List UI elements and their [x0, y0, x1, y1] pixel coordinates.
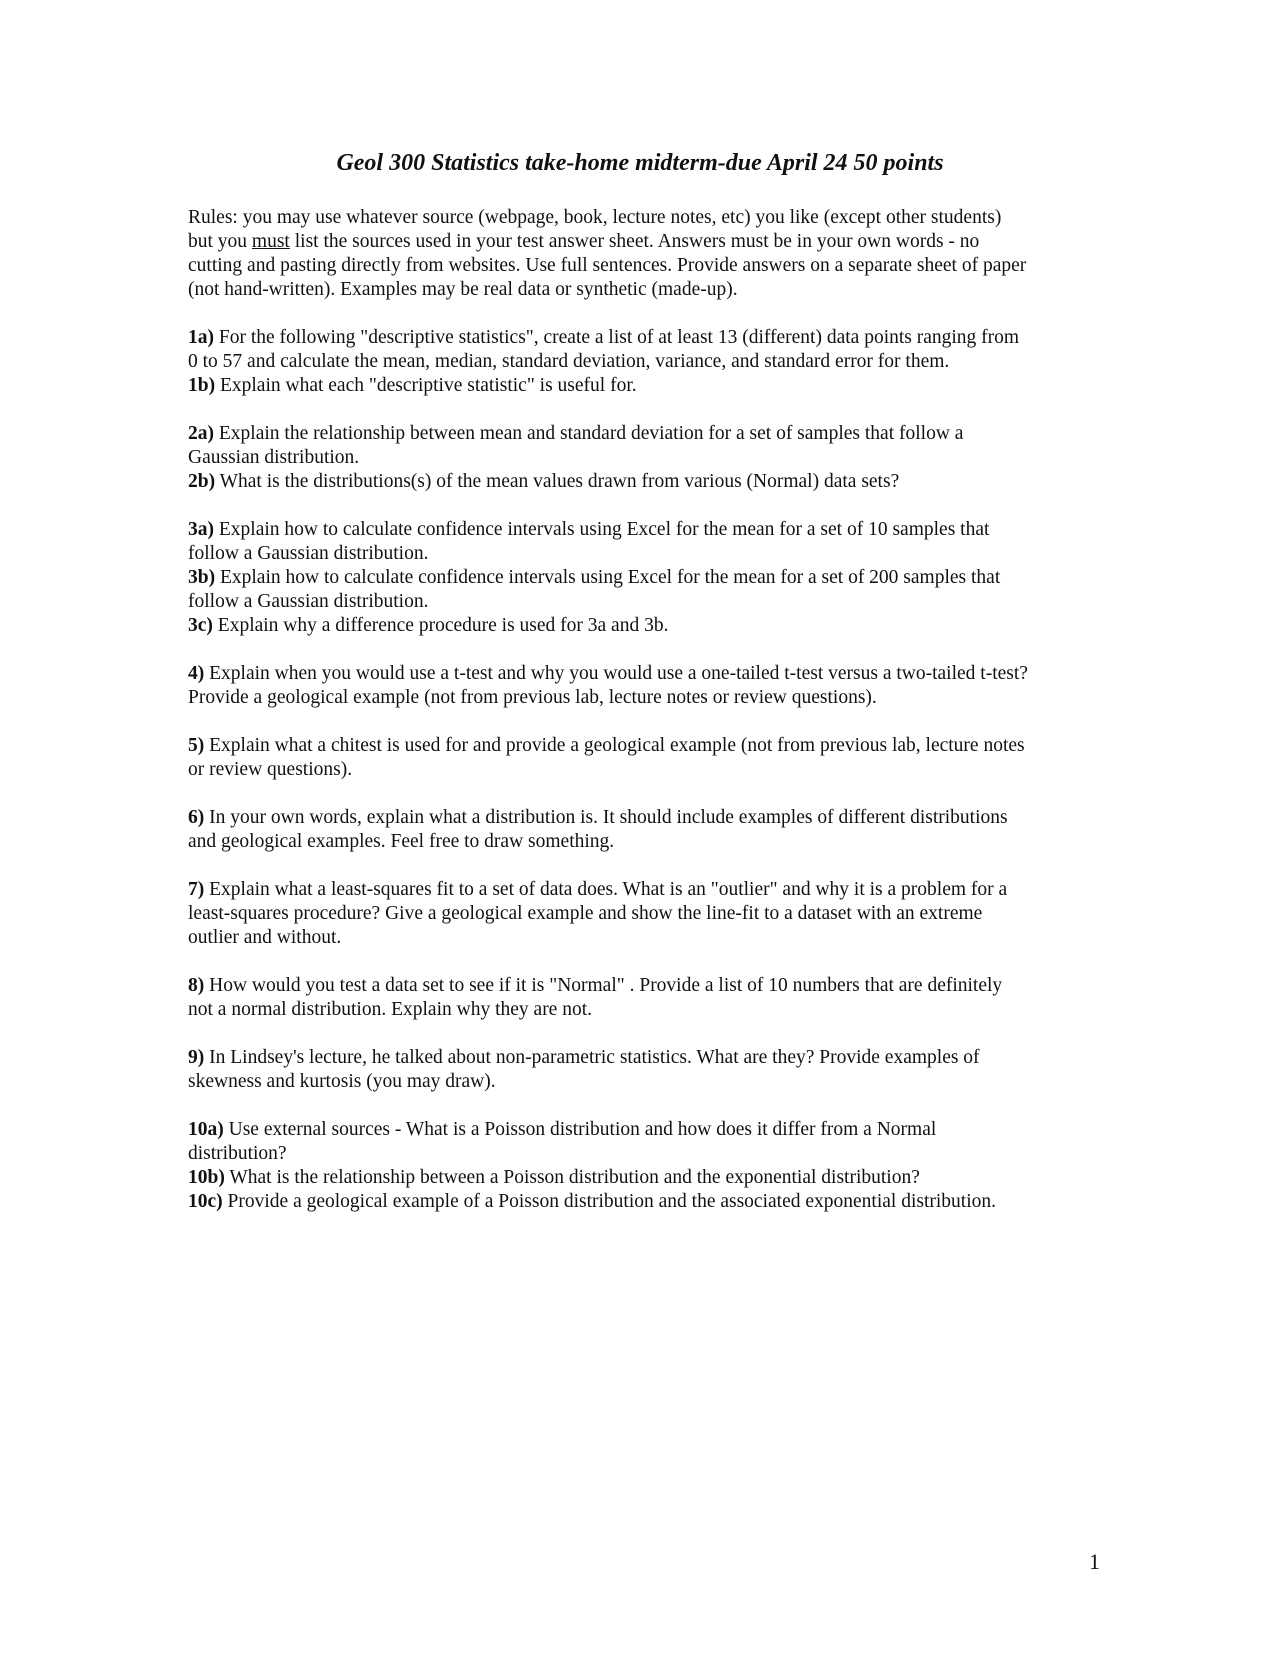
question-10b-text: What is the relationship between a Poisson distribution and the exponential distribution?	[224, 1167, 920, 1188]
question-10c-line-1	[188, 1190, 1094, 1214]
question-6-line-2: and geological examples. Feel free to draw something.	[188, 831, 615, 852]
page-number: 1	[1089, 1549, 1100, 1574]
question-5-text: Explain what a chitest is used for and provide a geological example (not from previous lab, lecture notes	[204, 735, 1025, 756]
question-6-label: 6)	[188, 807, 205, 828]
question-10a-line-2: distribution?	[188, 1143, 287, 1164]
rules-line-1: Rules: you may use whatever source (webpage, book, lecture notes, etc) you like (except other students)	[188, 207, 1002, 228]
question-7-line-3: outlier and without.	[188, 927, 342, 948]
question-3a-line-2: follow a Gaussian distribution.	[188, 543, 429, 564]
question-3	[188, 518, 1094, 638]
question-5-label: 5)	[188, 735, 205, 756]
question-9-label: 9)	[188, 1047, 205, 1068]
question-2a-line-2: Gaussian distribution.	[188, 447, 360, 468]
rules-line-2-start: but you	[188, 231, 252, 252]
question-1b-label: 1b)	[188, 375, 216, 396]
question-2a-label: 2a)	[188, 423, 214, 444]
question-4-text: Explain when you would use a t-test and why you would use a one-tailed t-test versus a two-tailed t-test?	[204, 663, 1028, 684]
question-2	[188, 422, 1094, 494]
rules-line-2-end: list the sources used in your test answer sheet. Answers must be in your own words - no	[289, 231, 980, 252]
question-3a-text: Explain how to calculate confidence intervals using Excel for the mean for a set of 10 samples that	[214, 519, 990, 540]
question-10a-label: 10a)	[188, 1119, 224, 1140]
question-3c-label: 3c)	[188, 615, 213, 636]
question-6-line-1	[188, 806, 1094, 830]
question-3b-label: 3b)	[188, 567, 216, 588]
question-10c-text: Provide a geological example of a Poisson distribution and the associated exponential distribution.	[222, 1191, 997, 1212]
question-3a-line-1	[188, 518, 1094, 542]
question-9-text: In Lindsey's lecture, he talked about non-parametric statistics. What are they? Provide examples of	[204, 1047, 980, 1068]
question-2a-line-1	[188, 422, 1094, 446]
rules-line-3: cutting and pasting directly from websites. Use full sentences. Provide answers on a separate sheet of paper	[188, 255, 1027, 276]
question-7-text: Explain what a least-squares fit to a set of data does. What is an "outlier" and why it is a problem for a	[204, 879, 1008, 900]
question-2b-text: What is the distributions(s) of the mean values drawn from various (Normal) data sets?	[215, 471, 900, 492]
question-4-line-1	[188, 662, 1094, 686]
question-2b-label: 2b)	[188, 471, 216, 492]
question-7	[188, 878, 1094, 950]
question-2b-line-1	[188, 470, 1094, 494]
question-4-line-2: Provide a geological example (not from previous lab, lecture notes or review questions).	[188, 687, 877, 708]
question-3b-line-2: follow a Gaussian distribution.	[188, 591, 429, 612]
question-1a-line-2: 0 to 57 and calculate the mean, median, standard deviation, variance, and standard error for them.	[188, 351, 950, 372]
question-6-text: In your own words, explain what a distribution is. It should include examples of different distributions	[204, 807, 1008, 828]
document-body	[188, 206, 1094, 1238]
question-1	[188, 326, 1094, 398]
question-10a-text: Use external sources - What is a Poisson distribution and how does it differ from a Normal	[223, 1119, 937, 1140]
question-4	[188, 662, 1094, 710]
question-9	[188, 1046, 1094, 1094]
question-3a-label: 3a)	[188, 519, 214, 540]
question-6	[188, 806, 1094, 854]
question-10	[188, 1118, 1094, 1214]
question-3b-text: Explain how to calculate confidence intervals using Excel for the mean for a set of 200 samples that	[215, 567, 1001, 588]
question-3c-line-1	[188, 614, 1094, 638]
rules-line-2	[188, 230, 1094, 254]
question-5-line-2: or review questions).	[188, 759, 353, 780]
question-8-line-1	[188, 974, 1094, 998]
question-5	[188, 734, 1094, 782]
question-10b-line-1	[188, 1166, 1094, 1190]
question-1a-line-1	[188, 326, 1094, 350]
question-8	[188, 974, 1094, 1022]
question-8-label: 8)	[188, 975, 205, 996]
question-7-line-1	[188, 878, 1094, 902]
question-4-label: 4)	[188, 663, 205, 684]
question-7-line-2: least-squares procedure? Give a geological example and show the line-fit to a dataset with an extreme	[188, 903, 983, 924]
question-10a-line-1	[188, 1118, 1094, 1142]
question-1b-line-1	[188, 374, 1094, 398]
rules-line-4: (not hand-written). Examples may be real data or synthetic (made-up).	[188, 279, 738, 300]
question-3b-line-1	[188, 566, 1094, 590]
question-7-label: 7)	[188, 879, 205, 900]
question-3c-text: Explain why a difference procedure is used for 3a and 3b.	[212, 615, 669, 636]
question-1a-label: 1a)	[188, 327, 214, 348]
question-8-text: How would you test a data set to see if it is "Normal" . Provide a list of 10 numbers that are definitely	[204, 975, 1003, 996]
question-10c-label: 10c)	[188, 1191, 223, 1212]
question-9-line-2: skewness and kurtosis (you may draw).	[188, 1071, 496, 1092]
rules-paragraph	[188, 206, 1094, 302]
question-1b-text: Explain what each "descriptive statistic" is useful for.	[215, 375, 637, 396]
question-8-line-2: not a normal distribution. Explain why they are not.	[188, 999, 593, 1020]
question-1a-text: For the following "descriptive statistics", create a list of at least 13 (different) data points ranging from	[214, 327, 1020, 348]
page-title: Geol 300 Statistics take-home midterm-due April 24 50 points	[336, 150, 944, 176]
question-2a-text: Explain the relationship between mean and standard deviation for a set of samples that follow a	[214, 423, 964, 444]
rules-emphasis-must: must	[251, 231, 290, 252]
question-10b-label: 10b)	[188, 1167, 225, 1188]
question-9-line-1	[188, 1046, 1094, 1070]
question-5-line-1	[188, 734, 1094, 758]
